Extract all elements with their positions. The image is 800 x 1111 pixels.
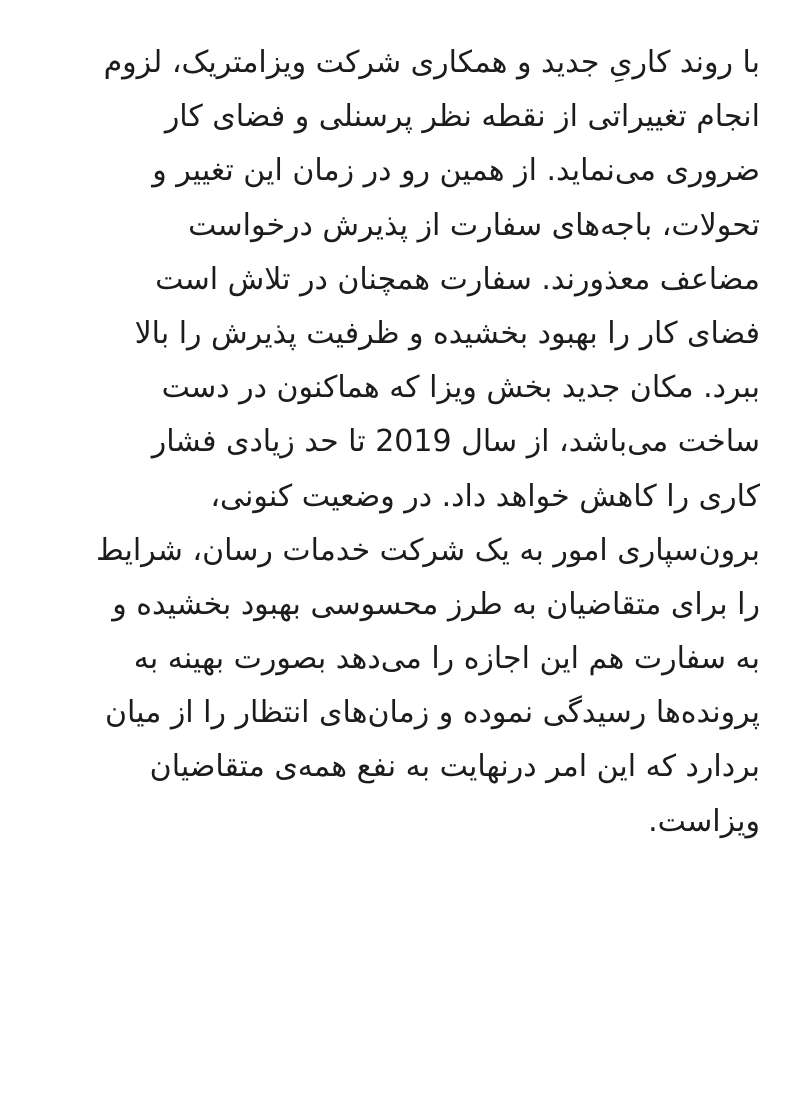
text-line: را برای متقاضیان به طرز محسوسی بهبود بخشیده و <box>112 586 760 622</box>
text-line: ویزاست. <box>648 803 760 839</box>
text-line: پرونده‌ها رسیدگی نموده و زمان‌های انتظار را از میان <box>104 695 760 731</box>
text-line: ساخت می‌باشد، از سال 2019 تا حد زیادی فشار <box>151 424 760 460</box>
text-line: تحولات، باجه‌های سفارت از پذیرش درخواست <box>188 207 760 243</box>
text-line: با روند کاریِ جدید و همکاری شرکت ویزامتریک، لزوم <box>103 45 760 80</box>
text-line: بردارد که این امر درنهایت به نفع همه‌ی متقاضیان <box>149 749 760 785</box>
text-line: مضاعف معذورند. سفارت همچنان در تلاش است <box>155 261 760 297</box>
text-line: به سفارت هم این اجازه را می‌دهد بصورت بهینه به <box>133 641 760 677</box>
text-line: ببرد. مکان جدید بخش ویزا که هماکنون در دست <box>161 370 760 406</box>
document-paragraph <box>40 36 760 849</box>
text-line: برون‌سپاری امور به یک شرکت خدمات رسان، شرایط <box>96 532 760 568</box>
text-line: ضروری می‌نماید. از همین رو در زمان این تغییر و <box>152 153 760 189</box>
text-line: انجام تغییراتی از نقطه نظر پرسنلی و فضای کار <box>164 99 760 135</box>
text-line: کاری را کاهش خواهد داد. در وضعیت کنونی، <box>210 478 760 514</box>
text-line: فضای کار را بهبود بخشیده و ظرفیت پذیرش را بالا <box>134 315 760 351</box>
